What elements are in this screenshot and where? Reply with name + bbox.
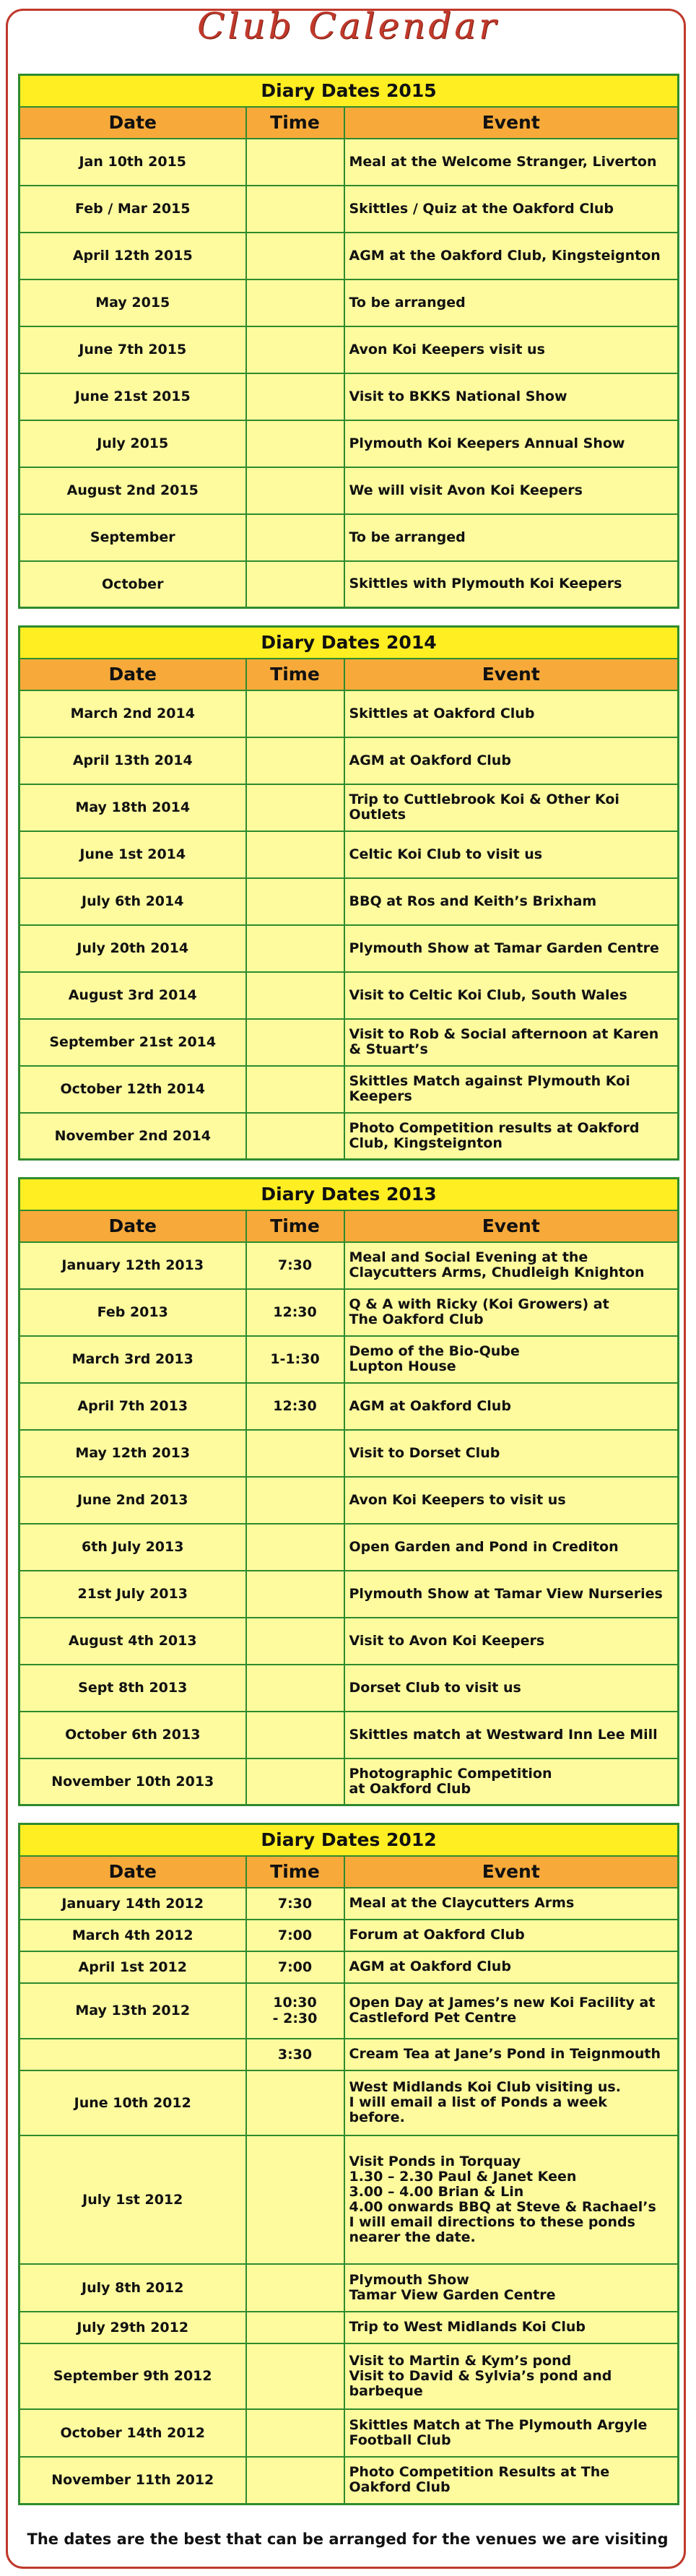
table-row <box>19 326 679 373</box>
diary-table-0 <box>18 74 679 609</box>
cell-time: 10:30 - 2:30 <box>246 1983 344 2039</box>
table-row <box>19 186 679 233</box>
cell-time <box>246 1665 344 1712</box>
cell-time <box>246 2409 344 2457</box>
cell-time <box>246 1477 344 1524</box>
cell-time <box>246 1758 344 1805</box>
table-row <box>19 139 679 186</box>
cell-event: AGM at Oakford Club <box>344 1383 679 1430</box>
table-row <box>19 690 679 737</box>
cell-event: BBQ at Ros and Keith’s Brixham <box>344 878 679 925</box>
cell-time <box>246 784 344 831</box>
table-row <box>19 1242 679 1289</box>
cell-event: Plymouth Show at Tamar Garden Centre <box>344 925 679 972</box>
cell-event: Skittles with Plymouth Koi Keepers <box>344 561 679 608</box>
table-caption: Diary Dates 2012 <box>19 1824 679 1856</box>
cell-event: Visit to Celtic Koi Club, South Wales <box>344 972 679 1019</box>
cell-event: Cream Tea at Jane’s Pond in Teignmouth <box>344 2039 679 2070</box>
cell-date: July 2015 <box>19 420 246 467</box>
cell-event: AGM at the Oakford Club, Kingsteignton <box>344 233 679 279</box>
cell-event: Photo Competition Results at The Oakford Club <box>344 2457 679 2505</box>
table-row <box>19 2264 679 2312</box>
cell-date: October <box>19 561 246 608</box>
cell-event: Visit to BKKS National Show <box>344 373 679 420</box>
cell-event: Photo Competition results at Oakford Club, Kingsteignton <box>344 1113 679 1160</box>
table-row <box>19 925 679 972</box>
table-row <box>19 1524 679 1571</box>
cell-time <box>246 420 344 467</box>
cell-event: AGM at Oakford Club <box>344 1951 679 1983</box>
cell-date: July 29th 2012 <box>19 2312 246 2343</box>
column-header-time: Time <box>246 659 344 690</box>
cell-date: July 8th 2012 <box>19 2264 246 2312</box>
column-header-date: Date <box>19 1210 246 1242</box>
table-row <box>19 2135 679 2264</box>
cell-event: Plymouth Koi Keepers Annual Show <box>344 420 679 467</box>
table-row <box>19 1712 679 1758</box>
table-row <box>19 373 679 420</box>
cell-event: Visit to Dorset Club <box>344 1430 679 1477</box>
table-row <box>19 1113 679 1160</box>
cell-time <box>246 514 344 561</box>
cell-time <box>246 139 344 186</box>
cell-date: May 13th 2012 <box>19 1983 246 2039</box>
table-row <box>19 1571 679 1618</box>
cell-time <box>246 467 344 514</box>
cell-time <box>246 186 344 233</box>
table-row <box>19 1665 679 1712</box>
cell-date: Sept 8th 2013 <box>19 1665 246 1712</box>
column-header-time: Time <box>246 107 344 139</box>
table-row <box>19 2039 679 2070</box>
cell-date: October 12th 2014 <box>19 1066 246 1113</box>
cell-date: October 6th 2013 <box>19 1712 246 1758</box>
column-header-event: Event <box>344 1856 679 1888</box>
table-row <box>19 1336 679 1383</box>
table-row <box>19 1383 679 1430</box>
table-caption: Diary Dates 2013 <box>19 1179 679 1210</box>
cell-time <box>246 279 344 326</box>
cell-date: 6th July 2013 <box>19 1524 246 1571</box>
cell-time <box>246 1618 344 1665</box>
table-row <box>19 2343 679 2409</box>
cell-date: October 14th 2012 <box>19 2409 246 2457</box>
cell-event: AGM at Oakford Club <box>344 737 679 784</box>
cell-time <box>246 2264 344 2312</box>
cell-date: May 2015 <box>19 279 246 326</box>
column-header-event: Event <box>344 1210 679 1242</box>
diary-table-2 <box>18 1177 679 1806</box>
cell-event: Plymouth Show at Tamar View Nurseries <box>344 1571 679 1618</box>
table-row <box>19 1951 679 1983</box>
cell-event: We will visit Avon Koi Keepers <box>344 467 679 514</box>
cell-date: September 21st 2014 <box>19 1019 246 1066</box>
cell-event: Forum at Oakford Club <box>344 1920 679 1951</box>
cell-time <box>246 326 344 373</box>
cell-date: November 11th 2012 <box>19 2457 246 2505</box>
column-header-time: Time <box>246 1856 344 1888</box>
table-row <box>19 1920 679 1951</box>
cell-date: July 6th 2014 <box>19 878 246 925</box>
column-header-event: Event <box>344 659 679 690</box>
cell-event: Open Day at James’s new Koi Facility at Castleford Pet Centre <box>344 1983 679 2039</box>
diary-table-3 <box>18 1823 679 2505</box>
cell-event: West Midlands Koi Club visiting us. I will email a list of Ponds a week before. <box>344 2070 679 2135</box>
cell-date: September 9th 2012 <box>19 2343 246 2409</box>
cell-time <box>246 737 344 784</box>
table-row <box>19 2312 679 2343</box>
cell-date <box>19 2039 246 2070</box>
cell-time <box>246 1113 344 1160</box>
table-row <box>19 2457 679 2505</box>
table-row <box>19 1289 679 1336</box>
table-row <box>19 831 679 878</box>
cell-time <box>246 2135 344 2264</box>
cell-event: Plymouth Show Tamar View Garden Centre <box>344 2264 679 2312</box>
table-row <box>19 878 679 925</box>
table-row <box>19 1983 679 2039</box>
cell-event: To be arranged <box>344 279 679 326</box>
table-caption: Diary Dates 2015 <box>19 75 679 107</box>
cell-date: January 12th 2013 <box>19 1242 246 1289</box>
cell-date: June 1st 2014 <box>19 831 246 878</box>
cell-date: August 3rd 2014 <box>19 972 246 1019</box>
cell-time <box>246 2312 344 2343</box>
cell-event: Avon Koi Keepers to visit us <box>344 1477 679 1524</box>
cell-event: Dorset Club to visit us <box>344 1665 679 1712</box>
cell-time <box>246 878 344 925</box>
cell-date: April 13th 2014 <box>19 737 246 784</box>
cell-time <box>246 1712 344 1758</box>
cell-time <box>246 2343 344 2409</box>
cell-date: November 10th 2013 <box>19 1758 246 1805</box>
cell-date: April 12th 2015 <box>19 233 246 279</box>
table-row <box>19 1618 679 1665</box>
cell-time <box>246 972 344 1019</box>
cell-event: Meal and Social Evening at the Claycutters Arms, Chudleigh Knighton <box>344 1242 679 1289</box>
cell-event: Trip to Cuttlebrook Koi & Other Koi Outlets <box>344 784 679 831</box>
cell-date: Feb / Mar 2015 <box>19 186 246 233</box>
cell-date: July 20th 2014 <box>19 925 246 972</box>
cell-event: Demo of the Bio-Qube Lupton House <box>344 1336 679 1383</box>
cell-date: Jan 10th 2015 <box>19 139 246 186</box>
table-row <box>19 1019 679 1066</box>
cell-date: March 4th 2012 <box>19 1920 246 1951</box>
column-header-time: Time <box>246 1210 344 1242</box>
cell-time: 3:30 <box>246 2039 344 2070</box>
cell-time: 7:30 <box>246 1888 344 1920</box>
cell-time <box>246 1430 344 1477</box>
cell-time: 7:00 <box>246 1951 344 1983</box>
cell-date: April 1st 2012 <box>19 1951 246 1983</box>
cell-date: July 1st 2012 <box>19 2135 246 2264</box>
cell-event: Visit to Martin & Kym’s pond Visit to David & Sylvia’s pond and barbeque <box>344 2343 679 2409</box>
cell-event: Open Garden and Pond in Crediton <box>344 1524 679 1571</box>
cell-date: June 21st 2015 <box>19 373 246 420</box>
table-row <box>19 1477 679 1524</box>
cell-time: 1-1:30 <box>246 1336 344 1383</box>
cell-time <box>246 233 344 279</box>
cell-date: Feb 2013 <box>19 1289 246 1336</box>
cell-date: June 2nd 2013 <box>19 1477 246 1524</box>
table-row <box>19 2070 679 2135</box>
cell-event: Meal at the Welcome Stranger, Liverton <box>344 139 679 186</box>
cell-time: 7:00 <box>246 1920 344 1951</box>
cell-date: November 2nd 2014 <box>19 1113 246 1160</box>
cell-date: June 10th 2012 <box>19 2070 246 2135</box>
column-header-date: Date <box>19 659 246 690</box>
table-row <box>19 420 679 467</box>
cell-time <box>246 1066 344 1113</box>
cell-date: August 4th 2013 <box>19 1618 246 1665</box>
cell-time: 12:30 <box>246 1289 344 1336</box>
table-row <box>19 467 679 514</box>
cell-event: Visit Ponds in Torquay 1.30 – 2.30 Paul & Janet Keen 3.00 – 4.00 Brian & Lin 4.00 onwards BBQ at Steve & Rachael’s I will email directions to these ponds nearer the date. <box>344 2135 679 2264</box>
cell-time <box>246 2457 344 2505</box>
cell-time: 12:30 <box>246 1383 344 1430</box>
diary-table-1 <box>18 625 679 1161</box>
table-caption: Diary Dates 2014 <box>19 627 679 659</box>
table-row <box>19 1066 679 1113</box>
column-header-event: Event <box>344 107 679 139</box>
column-header-date: Date <box>19 107 246 139</box>
cell-date: March 3rd 2013 <box>19 1336 246 1383</box>
cell-time: 7:30 <box>246 1242 344 1289</box>
cell-event: Skittles Match at The Plymouth Argyle Football Club <box>344 2409 679 2457</box>
cell-event: Skittles Match against Plymouth Koi Keepers <box>344 1066 679 1113</box>
page-title: Club Calendar <box>197 5 499 47</box>
cell-event: Skittles / Quiz at the Oakford Club <box>344 186 679 233</box>
cell-event: Avon Koi Keepers visit us <box>344 326 679 373</box>
cell-time <box>246 1019 344 1066</box>
cell-time <box>246 373 344 420</box>
cell-date: June 7th 2015 <box>19 326 246 373</box>
cell-time <box>246 561 344 608</box>
cell-time <box>246 831 344 878</box>
cell-event: Celtic Koi Club to visit us <box>344 831 679 878</box>
cell-event: Meal at the Claycutters Arms <box>344 1888 679 1920</box>
cell-event: To be arranged <box>344 514 679 561</box>
table-row <box>19 784 679 831</box>
footer-note: The dates are the best that can be arranged for the venues we are visiting <box>27 2531 669 2548</box>
table-row <box>19 972 679 1019</box>
cell-time <box>246 690 344 737</box>
column-header-date: Date <box>19 1856 246 1888</box>
cell-event: Trip to West Midlands Koi Club <box>344 2312 679 2343</box>
table-row <box>19 2409 679 2457</box>
cell-date: May 12th 2013 <box>19 1430 246 1477</box>
cell-time <box>246 2070 344 2135</box>
cell-date: January 14th 2012 <box>19 1888 246 1920</box>
cell-event: Skittles match at Westward Inn Lee Mill <box>344 1712 679 1758</box>
cell-date: 21st July 2013 <box>19 1571 246 1618</box>
table-row <box>19 233 679 279</box>
cell-time <box>246 925 344 972</box>
cell-event: Q & A with Ricky (Koi Growers) at The Oakford Club <box>344 1289 679 1336</box>
table-row <box>19 1758 679 1805</box>
cell-time <box>246 1524 344 1571</box>
table-row <box>19 561 679 608</box>
cell-time <box>246 1571 344 1618</box>
cell-event: Photographic Competition at Oakford Club <box>344 1758 679 1805</box>
table-row <box>19 1888 679 1920</box>
cell-date: May 18th 2014 <box>19 784 246 831</box>
cell-event: Visit to Avon Koi Keepers <box>344 1618 679 1665</box>
cell-date: August 2nd 2015 <box>19 467 246 514</box>
cell-event: Skittles at Oakford Club <box>344 690 679 737</box>
cell-event: Visit to Rob & Social afternoon at Karen & Stuart’s <box>344 1019 679 1066</box>
cell-date: March 2nd 2014 <box>19 690 246 737</box>
cell-date: April 7th 2013 <box>19 1383 246 1430</box>
table-row <box>19 737 679 784</box>
table-row <box>19 1430 679 1477</box>
table-row <box>19 279 679 326</box>
table-row <box>19 514 679 561</box>
cell-date: September <box>19 514 246 561</box>
